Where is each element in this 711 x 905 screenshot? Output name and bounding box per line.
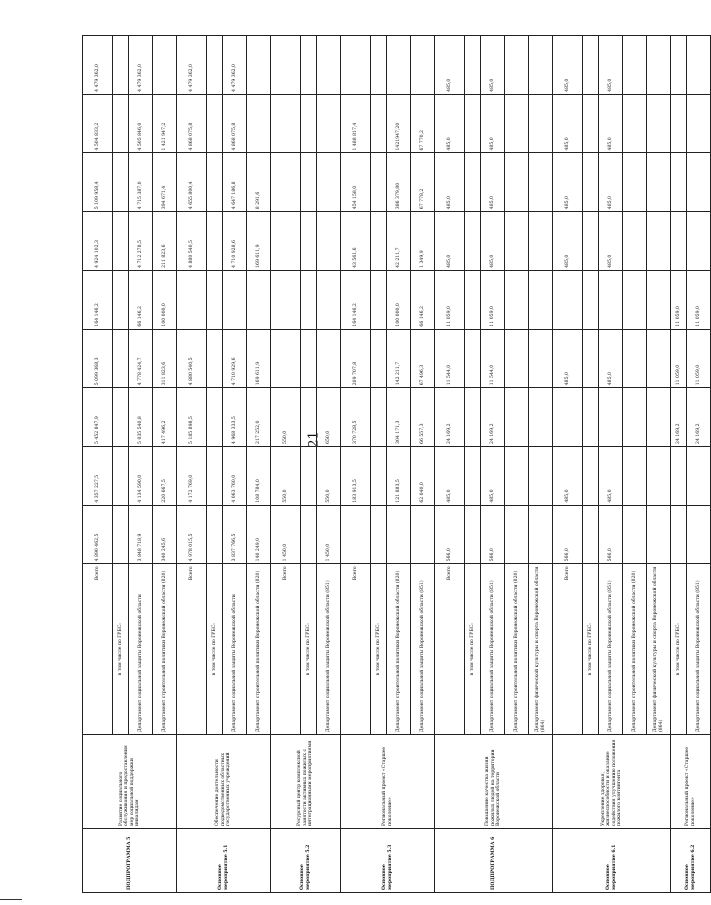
- table-cell: [387, 36, 411, 95]
- table-cell: 5 452 847,9: [83, 388, 113, 447]
- table-cell: 11 059,0: [687, 329, 711, 388]
- table-cell: [623, 36, 647, 95]
- table-cell: Департамент физической культуры и спорта Воронежской области (864): [529, 564, 553, 735]
- table-cell: 67 770,2: [411, 94, 435, 153]
- table-cell: [647, 388, 671, 447]
- table-cell: Основное мероприятие 6.1: [553, 828, 671, 892]
- table-cell: [207, 446, 223, 505]
- table-cell: [647, 36, 671, 95]
- table-cell: [671, 446, 687, 505]
- table-cell: Повышение качества жизни пожилых людей на территории Воронежской области: [435, 735, 553, 829]
- table-cell: 485,0: [599, 94, 623, 153]
- table-cell: 67 778,2: [411, 153, 435, 212]
- table-cell: 11 059,0: [435, 270, 465, 329]
- table-cell: [301, 446, 317, 505]
- table-cell: [301, 388, 317, 447]
- table-cell: 4 479 362,0: [223, 36, 247, 95]
- table-cell: 485,0: [481, 153, 505, 212]
- table-cell: 217 252,0: [247, 388, 271, 447]
- table-cell: [177, 270, 207, 329]
- table-cell: [371, 270, 387, 329]
- table-cell: [671, 94, 687, 153]
- table-cell: Департамент строительной политики Воронежской области (820): [153, 564, 177, 735]
- table-cell: 4 655 800,4: [177, 153, 207, 212]
- table-cell: [247, 270, 271, 329]
- table-row: [553, 36, 583, 893]
- table-cell: 66 557,3: [411, 388, 435, 447]
- table-cell: [671, 153, 687, 212]
- table-cell: 340 245,6: [153, 505, 177, 564]
- table-cell: 485,0: [553, 329, 583, 388]
- table-cell: [529, 270, 553, 329]
- table-cell: Всего: [83, 564, 113, 735]
- table-cell: [113, 388, 129, 447]
- table-cell: 485,0: [481, 212, 505, 271]
- table-cell: 485,0: [435, 212, 465, 271]
- table-cell: [465, 212, 481, 271]
- table-cell: [505, 153, 529, 212]
- table-cell: 3 837 766,5: [223, 505, 247, 564]
- table-cell: [301, 94, 317, 153]
- table-cell: 4 778 424,7: [129, 329, 153, 388]
- table-cell: [599, 388, 623, 447]
- table-cell: 24 169,2: [435, 388, 465, 447]
- table-cell: Всего: [177, 564, 207, 735]
- table-cell: [505, 270, 529, 329]
- table-cell: [687, 36, 711, 95]
- table-cell: [505, 212, 529, 271]
- table-cell: 4 880 540,5: [177, 212, 207, 271]
- table-cell: в том числе по ГРБС:: [583, 564, 599, 735]
- table-cell: 394 671,4: [153, 153, 177, 212]
- table-cell: [647, 329, 671, 388]
- table-cell: [623, 94, 647, 153]
- table-cell: [371, 153, 387, 212]
- table-cell: ПОДПРОГРАММА 5: [83, 828, 177, 892]
- table-cell: 211 823,6: [153, 212, 177, 271]
- table-cell: [317, 153, 341, 212]
- table-cell: [623, 388, 647, 447]
- table-cell: [671, 505, 687, 564]
- table-cell: [553, 388, 583, 447]
- table-cell: [465, 153, 481, 212]
- table-cell: 169 611,9: [247, 329, 271, 388]
- table-cell: 66 146,2: [411, 270, 435, 329]
- table-cell: Департамент строительной политики Воронежской области (820): [623, 564, 647, 735]
- table-cell: Департамент физической культуры и спорта Воронежской области (864): [647, 564, 671, 735]
- table-cell: [317, 270, 341, 329]
- table-cell: 485,0: [435, 36, 465, 95]
- table-cell: [623, 505, 647, 564]
- table-cell: 566,0: [435, 505, 465, 564]
- table-cell: 4 968 333,5: [223, 388, 247, 447]
- table-cell: Департамент социальной защиты Воронежской области: [129, 564, 153, 735]
- table-cell: [505, 505, 529, 564]
- table-cell: 4 504 833,2: [83, 94, 113, 153]
- table-cell: 485,0: [481, 94, 505, 153]
- table-cell: 4 479 362,0: [83, 36, 113, 95]
- table-cell: Основное мероприятие 5.2: [271, 828, 341, 892]
- table-cell: [465, 446, 481, 505]
- table-cell: 164 146,2: [341, 270, 371, 329]
- table-cell: [207, 212, 223, 271]
- table-cell: [271, 270, 301, 329]
- table-cell: 100 000,0: [153, 270, 177, 329]
- table-cell: [583, 446, 599, 505]
- table-cell: [153, 36, 177, 95]
- table-cell: [529, 36, 553, 95]
- table-cell: 386 379,80: [387, 153, 411, 212]
- table-cell: [371, 36, 387, 95]
- table-cell: 485,0: [553, 94, 583, 153]
- table-cell: 4 063 760,0: [223, 446, 247, 505]
- table-cell: 550,0: [271, 446, 301, 505]
- table-cell: 1 488 817,4: [341, 94, 371, 153]
- table-cell: [687, 505, 711, 564]
- table-cell: [647, 270, 671, 329]
- table-cell: Департамент социальной защиты Воронежской области: [223, 564, 247, 735]
- table-cell: [271, 212, 301, 271]
- table-cell: [505, 388, 529, 447]
- table-cell: [465, 270, 481, 329]
- table-cell: Департамент социальной защиты Воронежской области (851): [599, 564, 623, 735]
- table-cell: [465, 505, 481, 564]
- table-cell: [465, 36, 481, 95]
- table-cell: Департамент строительной политики Воронежской области (820): [505, 564, 529, 735]
- table-cell: [623, 153, 647, 212]
- table-cell: 485,0: [553, 153, 583, 212]
- table-cell: [271, 94, 301, 153]
- table-cell: [529, 505, 553, 564]
- table-row: [341, 36, 371, 893]
- table-cell: [271, 153, 301, 212]
- table-row: [83, 36, 113, 893]
- table-cell: 169 611,9: [247, 212, 271, 271]
- table-row: [271, 36, 301, 893]
- table-cell: 370 728,5: [341, 388, 371, 447]
- table-cell: [223, 270, 247, 329]
- funding-table-body: [83, 36, 711, 893]
- table-cell: [583, 505, 599, 564]
- table-cell: [623, 329, 647, 388]
- table-cell: 220 667,5: [153, 446, 177, 505]
- table-cell: [529, 329, 553, 388]
- table-cell: [301, 36, 317, 95]
- table-cell: 485,0: [599, 329, 623, 388]
- table-cell: [371, 212, 387, 271]
- table-cell: [671, 212, 687, 271]
- table-cell: [599, 270, 623, 329]
- table-cell: 11 059,0: [671, 270, 687, 329]
- table-cell: [317, 212, 341, 271]
- table-cell: 11 059,0: [687, 270, 711, 329]
- table-cell: Основное мероприятие 6.2: [671, 828, 711, 892]
- table-cell: 485,0: [435, 446, 465, 505]
- table-cell: 142 211,7: [387, 329, 411, 388]
- table-cell: [583, 36, 599, 95]
- table-cell: [317, 94, 341, 153]
- table-cell: 417 496,2: [153, 388, 177, 447]
- table-cell: 485,0: [599, 153, 623, 212]
- table-cell: [301, 505, 317, 564]
- table-cell: [647, 94, 671, 153]
- table-cell: [341, 505, 371, 564]
- table-cell: [113, 36, 129, 95]
- table-cell: 209 707,8: [341, 329, 371, 388]
- table-cell: 140 249,0: [247, 505, 271, 564]
- table-cell: [529, 94, 553, 153]
- table-cell: Департамент строительной политики Воронежской области (820): [247, 564, 271, 735]
- table-cell: Всего: [341, 564, 371, 735]
- table-cell: 4 890 462,5: [83, 505, 113, 564]
- table-cell: [207, 329, 223, 388]
- table-cell: 311 823,6: [153, 329, 177, 388]
- table-cell: Департамент социальной защиты Воронежской области (851): [411, 564, 435, 735]
- table-cell: [371, 446, 387, 505]
- table-cell: 121 883,5: [387, 446, 411, 505]
- table-cell: [411, 505, 435, 564]
- table-cell: [113, 505, 129, 564]
- table-cell: [505, 94, 529, 153]
- table-cell: 4 479 362,0: [177, 36, 207, 95]
- table-cell: [113, 153, 129, 212]
- table-cell: [113, 329, 129, 388]
- table-cell: [371, 329, 387, 388]
- table-cell: 108 784,0: [247, 446, 271, 505]
- table-cell: Департамент социальной защиты Воронежской области (851): [317, 564, 341, 735]
- table-cell: [647, 212, 671, 271]
- table-cell: [505, 329, 529, 388]
- table-cell: 485,0: [553, 446, 583, 505]
- table-cell: 67 496,3: [411, 329, 435, 388]
- table-cell: [247, 94, 271, 153]
- table-cell: Всего: [271, 564, 301, 735]
- table-cell: [687, 446, 711, 505]
- table-cell: 4 715 387,0: [129, 153, 153, 212]
- table-cell: [647, 153, 671, 212]
- table-cell: 304 171,3: [387, 388, 411, 447]
- table-cell: 485,0: [599, 36, 623, 95]
- table-cell: [687, 153, 711, 212]
- table-cell: [553, 270, 583, 329]
- scan-edge-mark: [0, 899, 22, 900]
- table-cell: [371, 505, 387, 564]
- table-cell: 4 710 929,6: [223, 329, 247, 388]
- table-cell: 550,0: [271, 388, 301, 447]
- table-cell: 485,0: [481, 36, 505, 95]
- table-cell: 42 211,7: [387, 212, 411, 271]
- table-cell: 62 040,0: [411, 446, 435, 505]
- table-cell: 4 479 362,0: [129, 36, 153, 95]
- table-cell: 485,0: [481, 446, 505, 505]
- table-cell: [207, 270, 223, 329]
- table-cell: [583, 212, 599, 271]
- table-cell: [207, 388, 223, 447]
- table-cell: в том числе по ГРБС:: [113, 564, 129, 735]
- table-cell: 4 134 590,0: [129, 446, 153, 505]
- table-cell: [583, 329, 599, 388]
- table-cell: [113, 212, 129, 271]
- table-cell: 4 978 015,5: [177, 505, 207, 564]
- table-cell: [371, 388, 387, 447]
- table-cell: [529, 446, 553, 505]
- table-cell: 66 146,2: [129, 270, 153, 329]
- table-cell: [271, 329, 301, 388]
- table-cell: 485,0: [435, 94, 465, 153]
- table-cell: 4 880 540,5: [177, 329, 207, 388]
- table-cell: 24 169,2: [481, 388, 505, 447]
- table-cell: Региональный проект «Старшее поколение»: [341, 735, 435, 829]
- table-cell: [207, 505, 223, 564]
- table-cell: 43 561,6: [341, 212, 371, 271]
- table-cell: [113, 446, 129, 505]
- table-cell: [113, 94, 129, 153]
- table-cell: 4 647 186,8: [223, 153, 247, 212]
- table-cell: 485,0: [553, 36, 583, 95]
- table-cell: [583, 388, 599, 447]
- table-cell: 1 450,0: [271, 505, 301, 564]
- table-cell: 11 059,0: [481, 270, 505, 329]
- table-cell: [583, 153, 599, 212]
- table-cell: [623, 212, 647, 271]
- table-cell: [465, 329, 481, 388]
- table-cell: 485,0: [435, 153, 465, 212]
- table-cell: Департамент строительной политики Воронежской области (820): [387, 564, 411, 735]
- table-cell: 24 169,2: [687, 388, 711, 447]
- page-number: 21: [306, 431, 322, 448]
- table-cell: 4 924 102,3: [83, 212, 113, 271]
- table-cell: 4 712 278,5: [129, 212, 153, 271]
- table-cell: Департамент социальной защиты Воронежской области (851): [687, 564, 711, 735]
- table-cell: 11 544,0: [435, 329, 465, 388]
- table-cell: Всего: [553, 564, 583, 735]
- table-cell: 4 868 075,8: [223, 94, 247, 153]
- table-cell: 1421947,20: [387, 94, 411, 153]
- table-row: [177, 36, 207, 893]
- table-cell: 5 035 540,8: [129, 388, 153, 447]
- table-cell: [207, 153, 223, 212]
- table-cell: [505, 446, 529, 505]
- table-cell: [671, 36, 687, 95]
- table-cell: [687, 94, 711, 153]
- table-cell: [113, 270, 129, 329]
- table-cell: 1 349,9: [411, 212, 435, 271]
- table-cell: 4 172 769,0: [177, 446, 207, 505]
- table-cell: [687, 212, 711, 271]
- table-cell: 183 913,5: [341, 446, 371, 505]
- table-cell: [623, 270, 647, 329]
- table-cell: [301, 329, 317, 388]
- table-cell: 566,0: [481, 505, 505, 564]
- table-cell: 485,0: [553, 212, 583, 271]
- table-cell: в том числе по ГРБС:: [207, 564, 223, 735]
- table-cell: 5 109 958,4: [83, 153, 113, 212]
- table-cell: 4 868 075,8: [177, 94, 207, 153]
- table-cell: [623, 446, 647, 505]
- table-cell: [647, 505, 671, 564]
- table-cell: 5 099 368,3: [83, 329, 113, 388]
- table-cell: 100 000,0: [387, 270, 411, 329]
- rotated-table-wrapper: [82, 35, 701, 893]
- table-cell: в том числе по ГРБС:: [301, 564, 317, 735]
- table-cell: [465, 94, 481, 153]
- table-cell: Основное мероприятие 5.1: [177, 828, 271, 892]
- table-cell: 164 146,2: [83, 270, 113, 329]
- table-cell: [583, 94, 599, 153]
- table-cell: 485,0: [599, 446, 623, 505]
- table-cell: в том числе по ГРБС:: [671, 564, 687, 735]
- table-cell: 1 421 947,2: [153, 94, 177, 153]
- table-cell: 5 185 898,5: [177, 388, 207, 447]
- table-cell: ПОДПРОГРАММА 6: [435, 828, 553, 892]
- table-cell: в том числе по ГРБС:: [465, 564, 481, 735]
- table-cell: 24 169,2: [671, 388, 687, 447]
- table-cell: [301, 153, 317, 212]
- table-cell: 3 848 718,9: [129, 505, 153, 564]
- table-cell: [647, 446, 671, 505]
- table-cell: [271, 36, 301, 95]
- table-cell: Развитие социального обслуживания и предоставления мер социальной поддержки инвалидам: [83, 735, 177, 829]
- table-cell: [317, 329, 341, 388]
- table-cell: 4 357 227,5: [83, 446, 113, 505]
- table-cell: Всего: [435, 564, 465, 735]
- table-row: [435, 36, 465, 893]
- table-cell: 566,0: [599, 505, 623, 564]
- funding-table: [82, 35, 711, 893]
- table-cell: Региональный проект «Старшее поколение»: [671, 735, 711, 829]
- table-cell: Основное мероприятие 5.3: [341, 828, 435, 892]
- table-cell: 11 059,0: [671, 329, 687, 388]
- table-cell: 454 158,0: [341, 153, 371, 212]
- table-cell: 8 291,6: [247, 153, 271, 212]
- table-cell: [529, 388, 553, 447]
- table-cell: [583, 270, 599, 329]
- table-cell: [465, 388, 481, 447]
- table-row: [671, 36, 687, 893]
- table-cell: Укрепление здоровья, жизнеспособности и оказание содействия улучшению положения пожилого контингента: [553, 735, 671, 829]
- table-cell: [317, 36, 341, 95]
- table-cell: [301, 270, 317, 329]
- table-cell: 11 544,0: [481, 329, 505, 388]
- table-cell: [371, 94, 387, 153]
- table-cell: [411, 36, 435, 95]
- table-cell: Ресурсный центр комплексной занятости активных пожилых с интеграционными мероприятиями: [271, 735, 341, 829]
- table-cell: 650,0: [317, 388, 341, 447]
- table-cell: 566,0: [553, 505, 583, 564]
- table-cell: [247, 36, 271, 95]
- table-cell: в том числе по ГРБС:: [371, 564, 387, 735]
- table-cell: [301, 212, 317, 271]
- table-cell: 485,0: [599, 212, 623, 271]
- table-cell: 550,0: [317, 446, 341, 505]
- table-cell: [529, 153, 553, 212]
- table-cell: [207, 36, 223, 95]
- table-cell: [207, 94, 223, 153]
- table-cell: 4 710 928,6: [223, 212, 247, 271]
- table-cell: 4 505 846,0: [129, 94, 153, 153]
- table-cell: Департамент социальной защиты Воронежской области (851): [481, 564, 505, 735]
- table-cell: [529, 212, 553, 271]
- table-cell: [505, 36, 529, 95]
- table-cell: 1 450,0: [317, 505, 341, 564]
- table-cell: [387, 505, 411, 564]
- table-cell: Обеспечение деятельности подведомственных областных государственных учреждений: [177, 735, 271, 829]
- table-cell: [341, 36, 371, 95]
